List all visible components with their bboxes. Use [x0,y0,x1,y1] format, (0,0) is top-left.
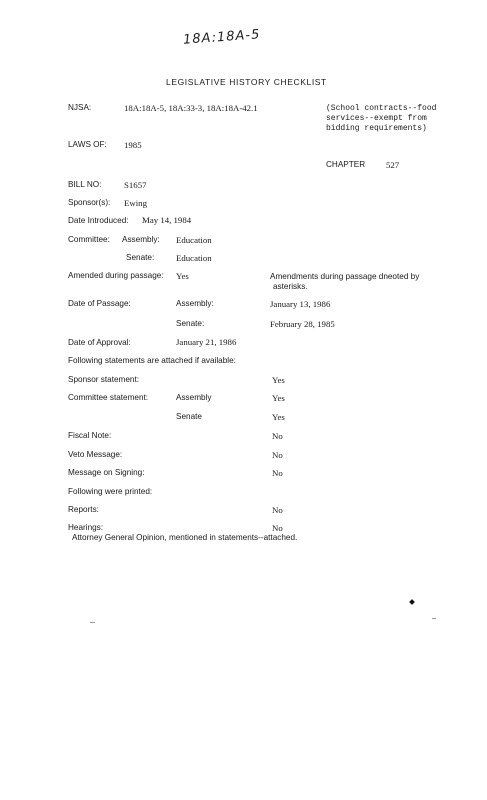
following-printed-heading: Following were printed: [68,487,153,496]
passage-senate-label: Senate: [176,319,205,328]
scan-speck [432,618,436,619]
committee-statement-senate-value: Yes [272,412,285,422]
footer-note: Attorney General Opinion, mentioned in statements--attached. [72,533,298,542]
sponsor-statement-value: Yes [272,375,285,385]
date-of-approval-value: January 21, 1986 [176,337,237,347]
committee-assembly-label: Assembly: [122,235,160,244]
scan-speck [90,622,95,623]
page-title: LEGISLATIVE HISTORY CHECKLIST [166,77,327,87]
fiscal-note-label: Fiscal Note: [68,431,112,440]
veto-message-value: No [272,450,283,460]
sponsor-statement-label: Sponsor statement: [68,375,139,384]
committee-senate-label: Senate: [126,253,155,262]
sponsor-label: Sponsor(s): [68,198,111,207]
chapter-label: CHAPTER [326,160,366,169]
veto-message-label: Veto Message: [68,450,123,459]
amended-value: Yes [176,271,189,281]
scan-speck [409,599,415,605]
following-statements-heading: Following statements are attached if available: [68,356,236,365]
committee-statement-assembly-label: Assembly [176,393,212,402]
amended-label: Amended during passage: [68,271,164,280]
passage-assembly-value: January 13, 1986 [270,299,331,309]
hearings-value: No [272,523,283,533]
njsa-label: NJSA: [68,103,92,112]
handwritten-note: 18A:18A-5 [182,27,261,48]
bill-no-label: BILL NO: [68,180,102,189]
message-on-signing-value: No [272,468,283,478]
committee-statement-assembly-value: Yes [272,393,285,403]
committee-assembly-value: Education [176,235,212,245]
committee-senate-value: Education [176,253,212,263]
committee-label: Committee: [68,235,110,244]
date-introduced-value: May 14, 1984 [142,215,192,225]
njsa-note-line: (School contracts--food [326,104,437,113]
amended-note-line: asterisks. [273,282,308,291]
message-on-signing-label: Message on Signing: [68,468,145,477]
committee-statement-label: Committee statement: [68,393,149,402]
njsa-value: 18A:18A-5, 18A:33-3, 18A:18A-42.1 [124,103,258,113]
date-of-passage-label: Date of Passage: [68,299,131,308]
njsa-note-line: services--exempt from [326,114,427,123]
amended-note [270,272,419,292]
amended-note-line: Amendments during passage dneoted by [270,272,420,281]
bill-no-value: S1657 [124,180,147,190]
date-of-approval-label: Date of Approval: [68,338,131,347]
passage-assembly-label: Assembly: [176,299,214,308]
date-introduced-label: Date Introduced: [68,216,129,225]
chapter-value: 527 [386,160,400,170]
reports-label: Reports: [68,505,99,514]
njsa-note [326,104,436,134]
committee-statement-senate-label: Senate [176,412,202,421]
njsa-note-line: bidding requirements) [326,124,427,133]
laws-of-value: 1985 [124,140,142,150]
sponsor-value: Ewing [124,198,147,208]
laws-of-label: LAWS OF: [68,140,107,149]
fiscal-note-value: No [272,431,283,441]
passage-senate-value: February 28, 1985 [270,319,335,329]
hearings-label: Hearings: [68,523,104,532]
reports-value: No [272,505,283,515]
